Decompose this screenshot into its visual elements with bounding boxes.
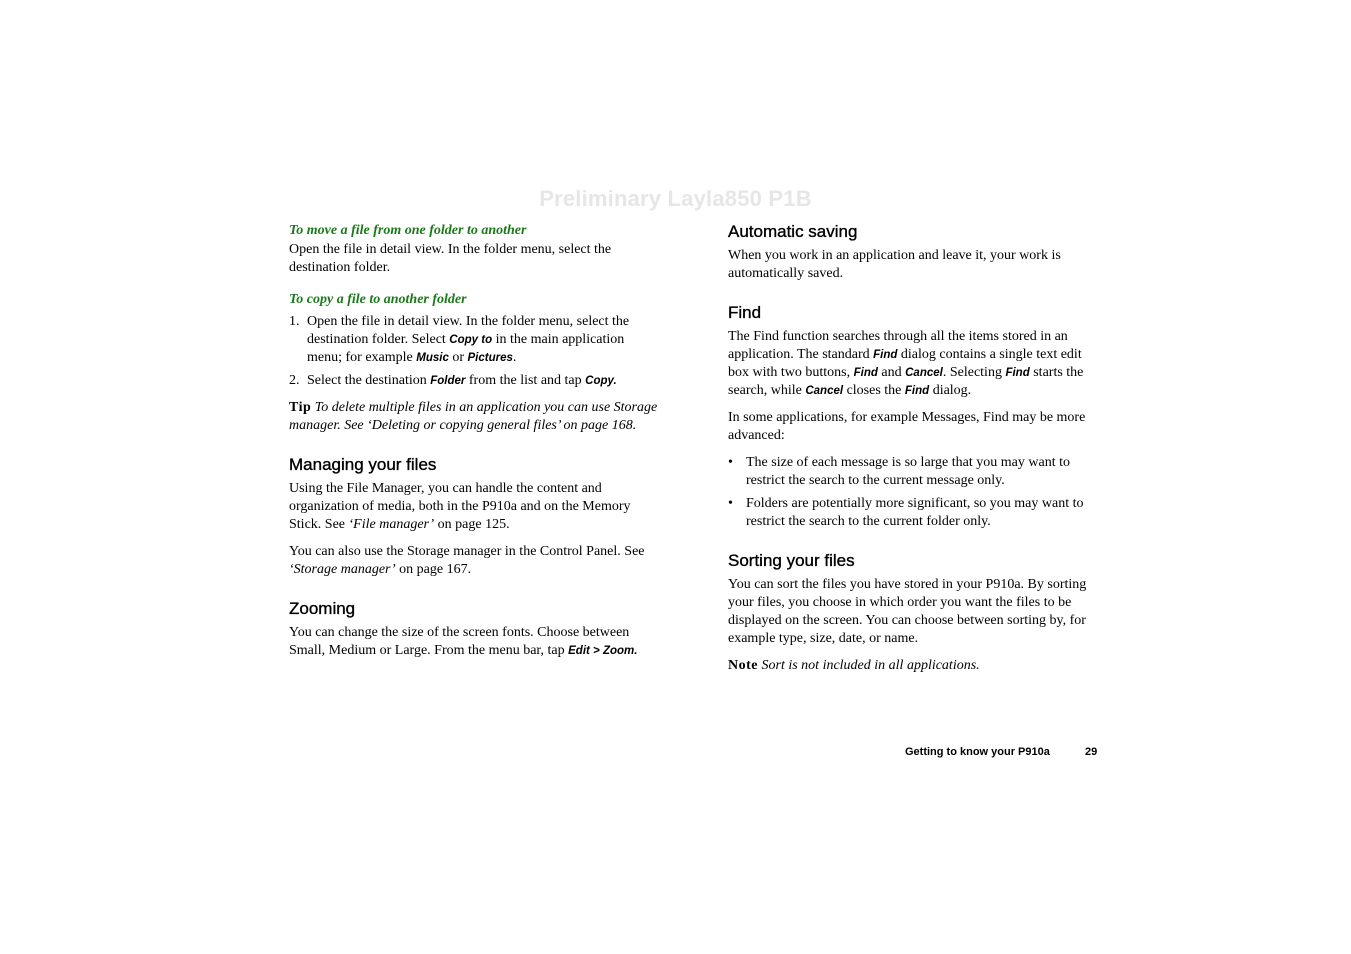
managing-heading: Managing your files [289, 455, 437, 474]
text: You can also use the Storage manager in the Control Panel. See [289, 544, 645, 559]
move-file-text: Open the file in detail view. In the folder menu, select the destination folder. [289, 242, 612, 275]
step-text: from the list and tap [465, 373, 586, 388]
ui-find: Find [904, 385, 930, 397]
ui-cancel: Cancel [805, 385, 844, 397]
step-text: in the main application menu; for example [307, 332, 625, 365]
autosave-heading: Automatic saving [728, 222, 858, 241]
note-paragraph [728, 657, 1100, 675]
step-text: Open the file in detail view. In the folder menu, select the destination folder. Select [307, 314, 630, 347]
ui-copy-to: Copy to [449, 334, 493, 346]
tip-label: Tip [289, 400, 312, 415]
find-p2: In some applications, for example Messages, Find may be more advanced: [728, 410, 1086, 443]
ui-edit-zoom: Edit > Zoom. [568, 645, 638, 657]
managing-p1 [289, 480, 661, 534]
step-text: . [512, 350, 517, 365]
managing-p2 [289, 543, 661, 579]
find-heading: Find [728, 303, 762, 322]
note-label: Note [728, 658, 758, 673]
page-number: 29 [1085, 746, 1098, 758]
ui-folder: Folder [430, 375, 466, 387]
bullet-text: Folders are potentially more significant, so you may want to restrict the search to the current folder only. [746, 496, 1084, 529]
ui-cancel: Cancel [905, 367, 943, 379]
storage-manager-ref: ‘Storage manager’ [289, 562, 396, 577]
watermark: Preliminary Layla850 P1B [539, 186, 812, 211]
bullet-item [728, 495, 1100, 531]
copy-step-2 [289, 372, 661, 390]
text: on page 125. [434, 517, 510, 532]
text: . Selecting [942, 365, 1006, 380]
move-file-title: To move a file from one folder to another [289, 223, 527, 238]
tip-paragraph [289, 399, 661, 435]
copy-steps-list [289, 313, 661, 390]
ui-music: Music [416, 352, 449, 364]
step-number: 1. [289, 314, 300, 329]
ui-find: Find [873, 349, 898, 361]
footer-section-title: Getting to know your P910a [905, 746, 1050, 758]
ui-find: Find [1005, 367, 1030, 379]
text: starts the search, while [728, 365, 1084, 398]
right-column [728, 222, 1100, 684]
copy-file-title: To copy a file to another folder [289, 292, 467, 307]
zooming-text [289, 624, 661, 660]
text: on page 167. [395, 562, 472, 577]
find-p1 [728, 328, 1100, 400]
tip-text: To delete multiple files in an application you can use Storage manager. See ‘Deleting or copying general files’ on page 168. [289, 400, 658, 433]
text: and [877, 365, 906, 380]
file-manager-ref: ‘File manager’ [348, 517, 435, 532]
text: closes the [843, 383, 905, 398]
text: Using the File Manager, you can handle the content and organization of media, both in the P910a and on the Memory Stick. See [289, 481, 631, 532]
bullet-icon: • [728, 496, 733, 511]
step-text: Select the destination [307, 373, 431, 388]
text: You can change the size of the screen fonts. Choose between Small, Medium or Large. From the menu bar, tap [289, 625, 630, 658]
sorting-heading: Sorting your files [728, 551, 855, 570]
copy-step-1 [289, 313, 661, 367]
sorting-text: You can sort the files you have stored in your P910a. By sorting your files, you choose in which order you want the files to be displayed on the screen. You can choose between sorting by, for example type, size, date, or name. [728, 577, 1087, 646]
note-text: Sort is not included in all applications. [758, 658, 980, 673]
left-column [289, 222, 661, 669]
step-text: or [448, 350, 468, 365]
bullet-item [728, 454, 1100, 490]
bullet-icon: • [728, 455, 733, 470]
autosave-text: When you work in an application and leave it, your work is automatically saved. [728, 248, 1061, 281]
ui-copy: Copy. [585, 375, 617, 387]
zooming-heading: Zooming [289, 599, 356, 618]
ui-pictures: Pictures [467, 352, 513, 364]
bullet-text: The size of each message is so large that you may want to restrict the search to the current message only. [746, 455, 1070, 488]
find-bullets [728, 454, 1100, 531]
text: dialog. [929, 383, 972, 398]
step-number: 2. [289, 373, 300, 388]
text: The Find function searches through all the items stored in an application. The standard [728, 329, 1068, 362]
ui-find: Find [853, 367, 878, 379]
text: dialog contains a single text edit box with two buttons, [728, 347, 1082, 380]
